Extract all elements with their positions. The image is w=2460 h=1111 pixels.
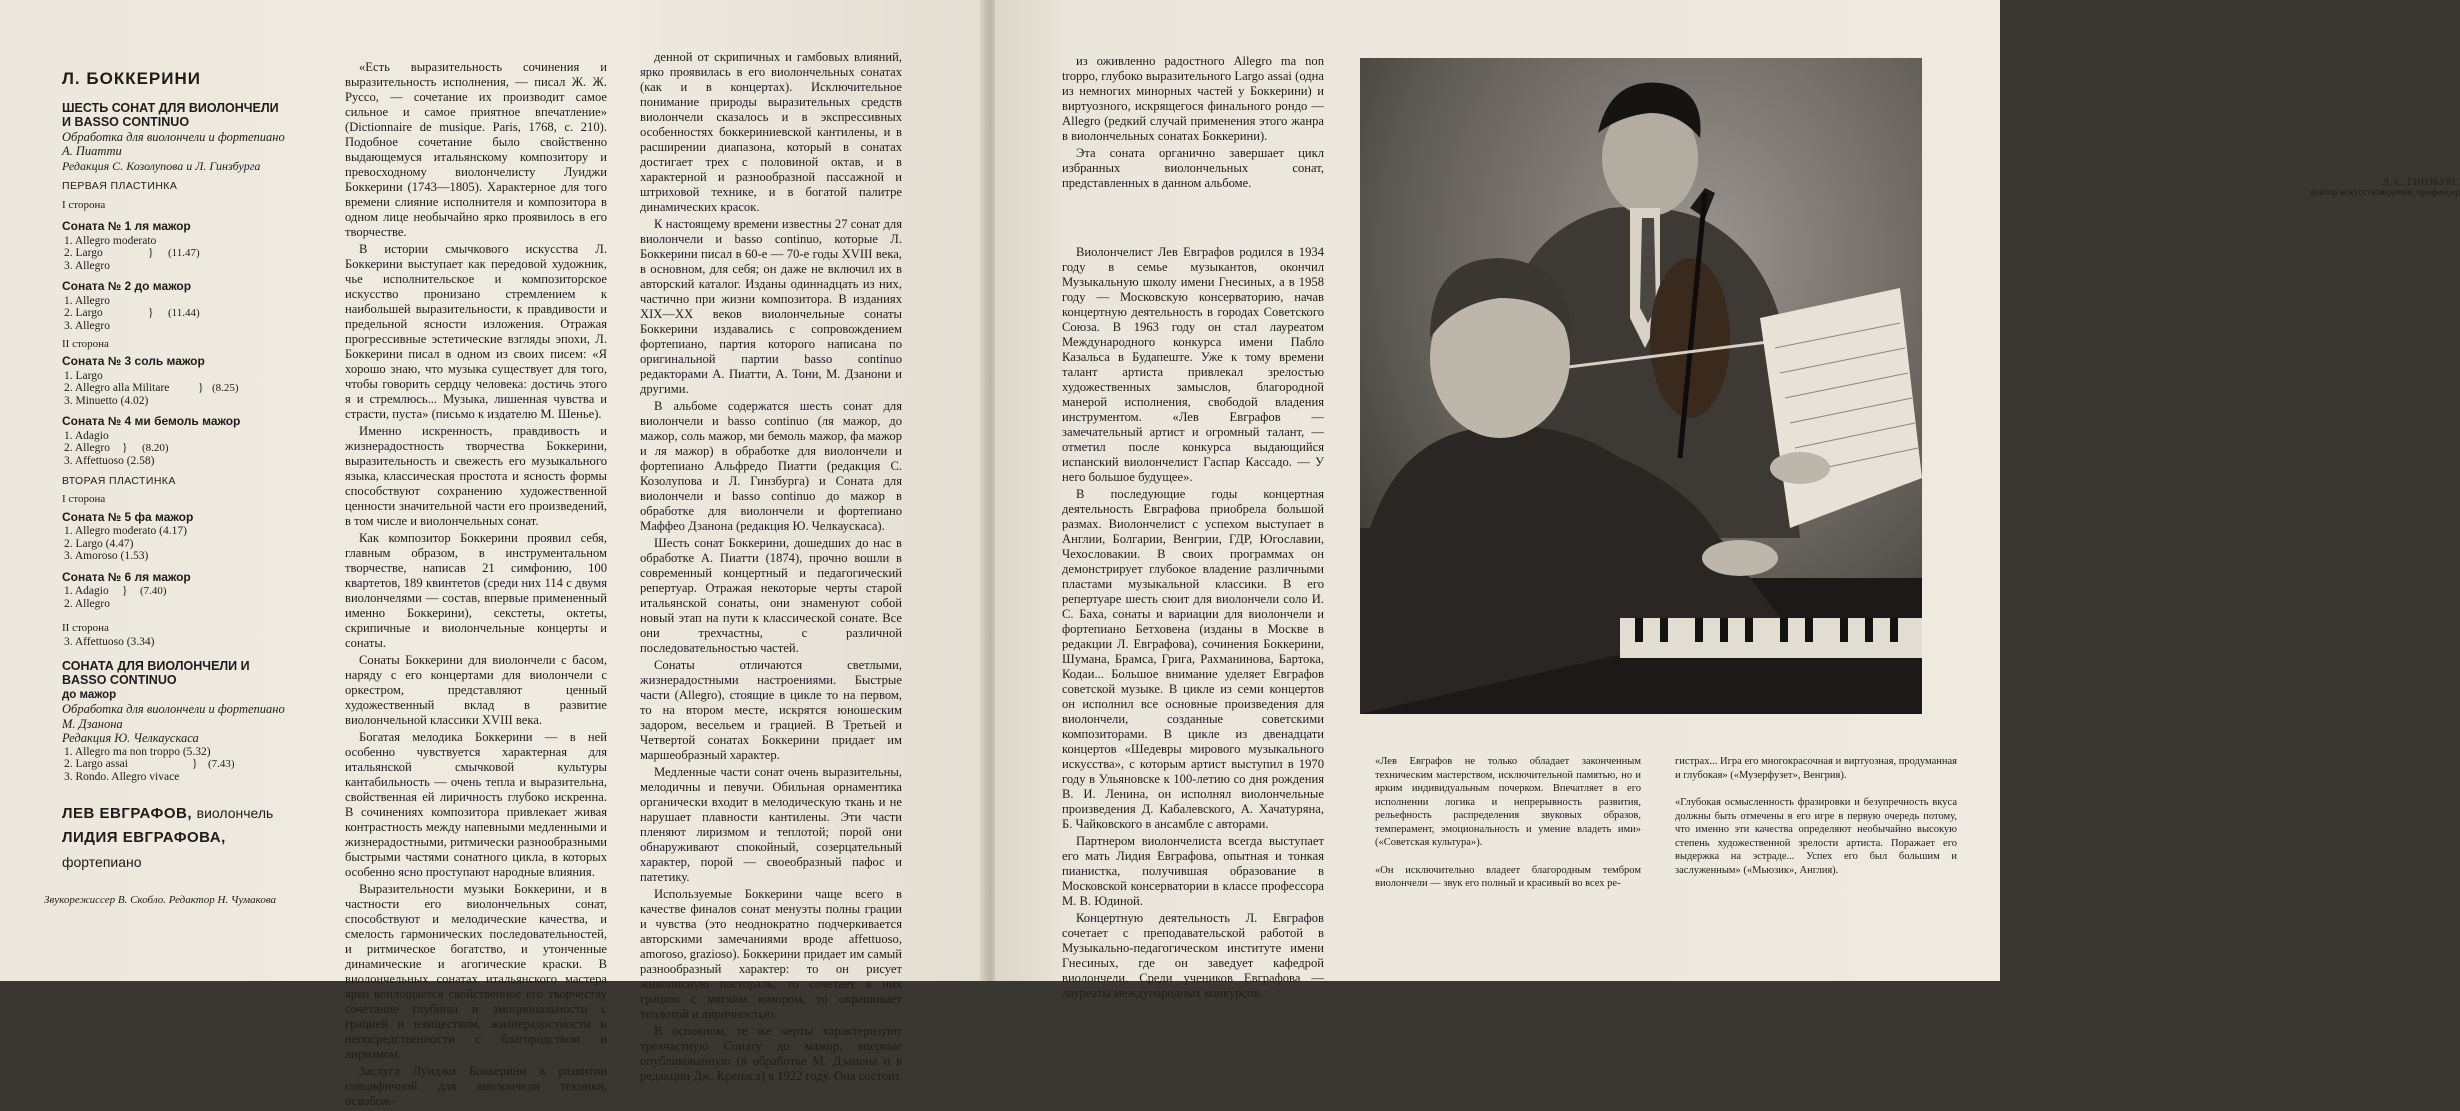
bio-paragraph: В последующие годы концертная деятельность Евграфова приобрела большой размах. Виолончелист с успехом выступает в Англии, Болгарии, Венгрии, ГДР, Югославии, Чехословакии. В своих программах он демонстрирует глубокое владение различными пластами музыкальной классики. В его репертуаре шесть сюит для виолончели соло И. С. Баха, сонаты и вариации для виолончели и фортепиано Бетховена (изданы в Москве в редакции Л. Евграфова), сочинения Боккерини, Шумана, Брамса, Грига, Рахманинова, Бартока, Кодаи... Большое внимание уделяет Евграфов советской музыке. В цикле из семи концертов он исполнил все основные произведения для виолончели, созданные советскими композиторами. В цикле из двенадцати концертов «Шедевры мирового музыкального искусства», с которым артист выступил в 1970 году в Ульяновске к 100-летию со дня рождения В. И. Ленина, он исполнял виолончельные произведения Д. Кабалевского, А. Хачатуряна, Б. Чайковского в ансамбле с авторами. xyxy=(1062,487,1324,831)
essay-paragraph: Как композитор Боккерини проявил себя, главным образом, в инструментальном творчестве, написав 21 симфонию, 100 квартетов, 189 квинтетов (среди них 114 с двумя виолончелями — состав, впервые примененный именно Боккерини), секстеты, октеты, скрипичные и виолончельные концерты и сонаты. xyxy=(345,531,607,650)
duration: (11.44) xyxy=(168,307,200,320)
photo-icon xyxy=(1360,58,1922,714)
composer-name: Л. БОККЕРИНИ xyxy=(62,69,201,88)
movement: 1. Adagio } (7.40) xyxy=(64,585,167,598)
left-page xyxy=(0,0,985,1108)
disc2-label: ВТОРАЯ ПЛАСТИНКА xyxy=(62,474,176,487)
essay-paragraph: Выразительности музыки Боккерини, и в частности его виолончельных сонат, способствуют и мелодические качества, и смелость гармонических последовательностей, и ритмическое богатство, и утонченные динамические и агогические краски. В виолончельных сонатах итальянского мастера ярко воплощается свойственное его творчеству сочетание глубины и эмоциональности с грацией и изяществом, жизнерадостности и непосредственности с благородством и лиризмом. xyxy=(345,882,607,1061)
bio-paragraph: Партнером виолончелиста всегда выступает его мать Лидия Евграфова, опытная и тонкая пианистка, получившая образование в Московской консерватории в классе профессора М. В. Юдиной. xyxy=(1062,834,1324,908)
performer-cellist: ЛЕВ ЕВГРАФОВ, виолончель xyxy=(62,805,274,823)
performers xyxy=(62,801,290,875)
performer-biography xyxy=(1062,245,1324,1003)
duration: (8.25) xyxy=(212,382,239,395)
essay-paragraph: Сонаты отличаются светлыми, жизнерадостными настроениями. Быстрые части (Allegro), стоящие в цикле то на первом, то на втором месте, искрятся юношеским задором, весельем и грацией. В Третьей и Четвертой сонатах Боккерини придает им маршеобразный характер. xyxy=(640,658,902,762)
sonata2-title: Соната № 2 до мажор xyxy=(62,279,192,294)
disc1-side1: I сторона xyxy=(62,198,106,211)
work1-arrangement: Обработка для виолончели и фортепиано А. Пиатти xyxy=(62,129,285,158)
movement: 2. Largo } (11.44) xyxy=(64,307,200,320)
essay-paragraph: Именно искренность, правдивость и жизнерадостность творчества Боккерини, выразительность и свежесть его музыкального языка, классическая простота и ясность формы способствуют сохранению художественной ценности значительной части его произведений, в том числе и виолончельных сонат. xyxy=(345,424,607,528)
disc2-side2: II сторона xyxy=(62,621,109,634)
bio-paragraph: Виолончелист Лев Евграфов родился в 1934 году в семье музыкантов, окончил Музыкальную школу имени Гнесиных, а в 1958 году — Московскую консерваторию, начав концертную деятельность в городах Советского Союза. В 1963 году он стал лауреатом Международного конкурса имени Пабло Казальса в Будапеште. Уже к тому времени талант артиста привлекал зрелостью художественных замыслов, благородной манерой исполнения, свободой владения инструментом. «Лев Евграфов — замечательный артист и огромный талант, — отметил после конкурса выдающийся испанский виолончелист Гаспар Кассадо. — У него большое будущее». xyxy=(1062,245,1324,484)
duration: (7.43) xyxy=(208,758,235,771)
work1-title: ШЕСТЬ СОНАТ ДЛЯ ВИОЛОНЧЕЛИ И BASSO CONTINUO xyxy=(62,100,279,129)
sonata1-movements xyxy=(62,235,290,273)
signature-title: доктор искусствоведения, профессор xyxy=(2309,188,2460,198)
movement: 3. Amoroso (1.53) xyxy=(64,550,149,563)
work2-arrangement: Обработка для виолончели и фортепиано М. Дзанона xyxy=(62,702,285,731)
work2-editor: Редакция Ю. Челкаускаса xyxy=(62,731,199,746)
track-listing xyxy=(62,69,290,875)
signature-name: Л. С. ГИНЗБУРГ, xyxy=(2382,178,2460,188)
performer-pianist: ЛИДИЯ ЕВГРАФОВА, фортепиано xyxy=(62,829,226,871)
essay-paragraph: Богатая мелодика Боккерини — в ней особенно чувствуется характерная для итальянской смычковой культуры кантабильность — очень тепла и выразительна, свойственная ей лиричность глубоко искренна. В сочинениях композитора привлекает живая контрастность между напевными медленными и жизнерадостными, ритмически разнообразными быстрыми частями сонатного цикла, в которых особенно ясно проступают народные влияния. xyxy=(345,730,607,879)
movement: 1. Allegro moderato (4.17) xyxy=(64,525,187,538)
movement: 3. Affettuoso (2.58) xyxy=(64,455,155,468)
essay-paragraph: «Есть выразительность сочинения и выразительность исполнения, — писал Ж. Ж. Руссо, — сочетание их производит самое сильное и самое приятное впечатление» (Dictionnaire de musique. Paris, 1768, с. 210). Подобное сочетание было свойственно выдающемуся итальянскому композитору и превосходному виолончелисту Луиджи Боккерини (1743—1805). Характерное для того времени слияние исполнителя и композитора в одном лице необычайно ярко проявилось в его творчестве. xyxy=(345,60,607,239)
essay-paragraph: денной от скрипичных и гамбовых влияний, ярко проявилась в его виолончельных сонатах (как и в концертах). Исключительное понимание природы выразительных средств виолончели сказалось и в экспрессивных особенностях боккериниевской кантилены, и в расширении диапазона, который в сонатах достигает трех с половиной октав, и в характерной и разнообразной пассажной и штриховой технике, и в богатой палитре динамических красок. xyxy=(640,50,902,214)
movement: 1. Allegro ma non troppo (5.32) xyxy=(64,745,211,758)
movement: 3. Minuetto (4.02) xyxy=(64,394,149,407)
sonata6-movements xyxy=(62,585,290,610)
work2-title: СОНАТА ДЛЯ ВИОЛОНЧЕЛИ И BASSO CONTINUO xyxy=(62,658,250,688)
author-signature xyxy=(2260,178,2460,198)
sonata3-title: Соната № 3 соль мажор xyxy=(62,354,205,369)
sonata1-title: Соната № 1 ля мажор xyxy=(62,219,191,233)
essay-paragraph: из оживленно радостного Allegro ma non troppo, глубоко выразительного Largo assai (одна из немногих минорных частей у Боккерини) и виртуозного, искрящегося финального рондо — Allegro (редкий случай применения этого жанра в виолончельных сонатах Боккерини). xyxy=(1062,54,1324,143)
movement: 2. Largo (4.47) xyxy=(64,537,134,550)
bio-paragraph: Концертную деятельность Л. Евграфов сочетает с преподавательской работой в Музыкально-педагогическом институте имени Гнесиных, где он заведует кафедрой виолончели. Среди учеников Евграфова — лауреаты международных конкурсов. xyxy=(1062,911,1324,1000)
essay-paragraph: В истории смычкового искусства Л. Боккерини выступает как передовой художник, чье исполнительское и композиторское искусство пронизано стремлением к наибольшей выразительности, к правдивости и предельной ясности изложения. Отражая прогрессивные эстетические взгляды эпохи, Л. Боккерини писал в одном из своих писем: «Я хорошо знаю, что музыка существует для того, чтобы говорить сердцу человека: достичь этого я и стремлюсь... Музыка, лишенная чувства и страсти, пуста» (письмо к издателю М. Шенье). xyxy=(345,242,607,421)
press-quote: гистрах... Игра его многокрасочная и виртуозная, продуманная и глубокая» («Музерфузет», Венгрия). xyxy=(1675,756,1957,781)
sonata5-title: Соната № 5 фа мажор xyxy=(62,509,194,524)
essay-column-1 xyxy=(345,60,607,1111)
sonata3-movements xyxy=(62,370,290,408)
movement: 1. Adagio xyxy=(64,429,109,442)
essay-paragraph: Заслуга Луиджи Боккерини в развитии специфичной для виолончели техники, освобож- xyxy=(345,1064,607,1108)
press-quote: «Лев Евграфов не только обладает законченным техническим мастерством, исключительной памятью, но и ярким индивидуальным почерком. Впечатляет в его исполнении логика и непрерывность развития, рельефность распределения звуковых образов, темперамент, эмоциональность и умение владеть ими» («Советская культура»). xyxy=(1375,756,1641,848)
press-quote: «Глубокая осмысленность фразировки и безупречность вкуса должны быть отмечены в его игре в первую очередь потому, что именно эти качества определяют необычайно высокую степень художественной зрелости артиста. Поражает его выдержка на эстраде... Успех его был большим и заслуженным» («Мьюзик», Англия). xyxy=(1675,797,1957,876)
movement: 2. Allegro } (8.20) xyxy=(64,442,169,455)
sonata4-movements xyxy=(62,430,290,468)
essay-paragraph: Сонаты Боккерини для виолончели с басом, наряду с его концертами для виолончели с оркестром, представляют ценный художественный вклад в развитие виолончельной классики XVIII века. xyxy=(345,653,607,727)
work2-key: до мажор xyxy=(62,688,117,701)
movement: 2. Largo assai } (7.43) xyxy=(64,758,235,771)
press-quotes-left xyxy=(1375,755,1641,905)
disc1-label: ПЕРВАЯ ПЛАСТИНКА xyxy=(62,180,178,192)
essay-paragraph: Шесть сонат Боккерини, дошедших до нас в обработке А. Пиатти (1874), прочно вошли в современный концертный и педагогический репертуар. Отражая некоторые черты старой итальянской сонаты, они знаменуют собой новый этап на пути к классической сонате. Все они трехчастны, с различной последовательностью частей. xyxy=(640,536,902,655)
duration: (8.20) xyxy=(142,442,169,455)
movement: 2. Allegro xyxy=(64,598,110,610)
movement: 2. Largo } (11.47) xyxy=(64,247,200,260)
movement: 1. Allegro xyxy=(64,294,110,307)
movement: 3. Allegro xyxy=(64,259,110,272)
press-quote: «Он исключительно владеет благородным тембром виолончели — звук его полный и красивый во всех ре- xyxy=(1375,864,1641,889)
movement: 3. Rondo. Allegro vivace xyxy=(64,770,180,783)
essay-paragraph: В основном, те же черты характеризуют трехчастную Сонату до мажор, впервые опубликованную (в обработке М. Дзанона и в редакции Дж. Крепаса) в 1922 году. Она состоит xyxy=(640,1024,902,1083)
movement: 2. Allegro alla Militare } (8.25) xyxy=(64,382,239,395)
work2-movements xyxy=(62,746,290,784)
essay-column-2 xyxy=(640,50,902,1086)
sonata2-movements xyxy=(62,295,290,333)
press-quotes-right xyxy=(1675,755,1957,891)
disc1-side2: II сторона xyxy=(62,337,109,350)
performers-photo xyxy=(1360,58,1922,714)
work1-editors: Редакция С. Козолупова и Л. Гинзбурга xyxy=(62,158,261,173)
essay-paragraph: Используемые Боккерини чаще всего в качестве финалов сонат менуэты полны грации и чувства (это неоднократно подчеркивается авторскими замечаниями вроде affettuoso, amoroso, grazioso). Боккерини придает им самый разнообразный характер: то он рисует живописную пастораль, то сочетает в них грацию с мягким юмором, то окрашивает теплотой и лиричностью. xyxy=(640,887,902,1021)
movement: 1. Largo xyxy=(64,369,103,382)
essay-paragraph: Эта соната органично завершает цикл избранных виолончельных сонат, представленных в данном альбоме. xyxy=(1062,146,1324,190)
disc2-side1: I сторона xyxy=(62,493,106,506)
sonata6-title: Соната № 6 ля мажор xyxy=(62,569,191,584)
essay-paragraph: К настоящему времени известны 27 сонат для виолончели и basso continuo, которые Л. Боккерини писал в 60-е — 70-е годы XVIII века, в основном, для себя; он даже не включил их в авторский каталог. Изданы одиннадцать из них, частично при жизни композитора. В изданиях XIX—XX веков виолончельные сонаты Боккерини издавались с сопровождением фортепиано, партия которого написана по оригинальной партии basso continuo редакторами А. Пиатти, А. Тони, М. Дзанони и другими. xyxy=(640,217,902,396)
movement: 3. Affettuoso (3.34) xyxy=(64,636,155,649)
duration: (11.47) xyxy=(168,247,200,260)
essay-paragraph: Медленные части сонат очень выразительны, мелодичны и певучи. Обильная орнаментика органически входит в мелодическую ткань и не нарушает плавности кантилены. Эти части пленяют лиризмом и теплотой; порой они обнаруживают спокойный, созерцательный характер, порой — своеобразный пафос и патетику. xyxy=(640,765,902,884)
duration: (7.40) xyxy=(140,585,167,598)
sonata4-title: Соната № 4 ми бемоль мажор xyxy=(62,414,241,429)
production-credits: Звукорежиссер В. Скобло. Редактор Н. Чумакова xyxy=(44,894,277,906)
movement: 1. Allegro moderato xyxy=(64,234,157,247)
essay-paragraph: В альбоме содержатся шесть сонат для виолончели и basso continuo (ля мажор, до мажор, соль мажор, ми бемоль мажор, фа мажор и ля мажор) в обработке для виолончели и фортепиано Альфредо Пиатти (редакция С. Козолупова и Л. Гинзбурга) и Соната для виолончели и basso continuo до мажор в обработке для виолончели и фортепиано Маффео Дзанона (редакция Ю. Челкаускаса). xyxy=(640,399,902,533)
essay-conclusion xyxy=(1062,54,1324,193)
movement: 3. Allegro xyxy=(64,319,110,332)
